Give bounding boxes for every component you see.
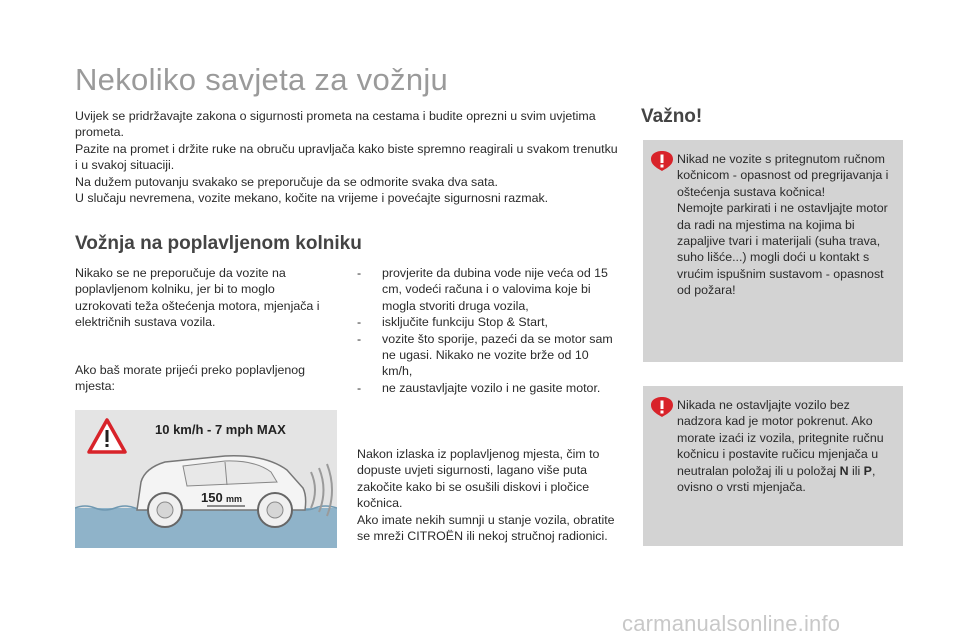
after-flood-paragraph: Ako imate nekih sumnji u stanje vozila, obratite se mreži CITROËN ili nekoj stručnoj radionici. [357,512,615,544]
list-item: - provjerite da dubina vode nije veća od 15 cm, vodeći računa i o valovima koje bi mogla stvoriti druga vozila, [357,266,608,313]
page-title: Nekoliko savjeta za vožnju [75,62,449,97]
intro-text [75,108,620,206]
warning-text: Nikada ne ostavljajte vozilo bez nadzora kad je motor pokrenut. Ako morate izaći iz vozila, pritegnite ručnu kočnicu i postavite ručicu mjenjača u neutralan položaj ili u položaj N ili P, ovisno o vrsti mjenjača. [677,398,884,495]
list-item: - vozite što sporije, pazeći da se motor sam ne ugasi. Nikako ne vozite brže od 10 km/h, [357,331,613,379]
water-surface [75,508,337,548]
bullet-dash: - [357,266,362,280]
section-heading: Vožnja na poplavljenom kolniku [75,233,362,254]
warning-box-handbrake [643,140,903,362]
flood-crossing-intro: Ako baš morate prijeći preko poplavljenog mjesta: [75,363,306,394]
speed-limit-label: 10 km/h - 7 mph MAX [155,422,286,437]
warning-text: Nikad ne vozite s pritegnutom ručnom kočnicom - opasnost od pregrijavanja i oštećenja sustava kočnica! Nemojte parkirati i ne ostavljajte motor da radi na mjestima na kojima bi zapaljive tvari i materijali (suha trava, suho lišće...) mogli doći u kontakt s vrućim ispušnim sustavom - opasnost od požara! [677,152,889,298]
flood-warning-paragraph: Nikako se ne preporučuje da vozite na poplavljenom kolniku, jer bi to moglo uzrokovati teža oštećenja motora, mjenjača i električnih sustava vozila. [75,266,320,330]
flood-steps-list [357,265,622,396]
gear-p: P [863,463,872,478]
flood-illustration-graphic [75,410,337,548]
flood-illustration [75,410,337,548]
warning-box-unattended [643,386,903,546]
gear-n: N [839,463,849,478]
after-flood-text [357,446,622,544]
list-item: - isključite funkciju Stop & Start, [357,315,548,330]
bullet-dash: - [357,331,362,346]
warning-triangle-icon [89,420,125,452]
depth-value: 150 [201,490,223,505]
important-heading: Važno! [641,106,703,127]
after-flood-paragraph: Nakon izlaska iz poplavljenog mjesta, čim to dopuste uvjeti sigurnosti, lagano više puta zakočite kako bi se osušili diskovi i pločice kočnica. [357,447,600,511]
watermark: carmanualsonline.info [622,611,841,636]
intro-paragraph: Uvijek se pridržavajte zakona o sigurnosti prometa na cestama i budite oprezni u svim uvjetima prometa. [75,109,596,140]
list-item: - ne zaustavljajte vozilo i ne gasite motor. [357,380,601,395]
exclamation-icon [651,397,673,417]
bullet-dash: - [357,315,362,330]
exclamation-icon [651,151,673,171]
depth-unit: mm [226,494,243,504]
intro-paragraph: U slučaju nevremena, vozite mekano, kočite na vrijeme i povećajte sigurnosni razmak. [75,191,549,206]
intro-paragraph: Pazite na promet i držite ruke na obruču upravljača kako biste spremno reagirali u svakom trenutku i u svakoj situaciji. [75,141,618,173]
intro-paragraph: Na dužem putovanju svakako se preporučuje da se odmorite svaka dva sata. [75,174,498,189]
bullet-dash: - [357,380,362,395]
